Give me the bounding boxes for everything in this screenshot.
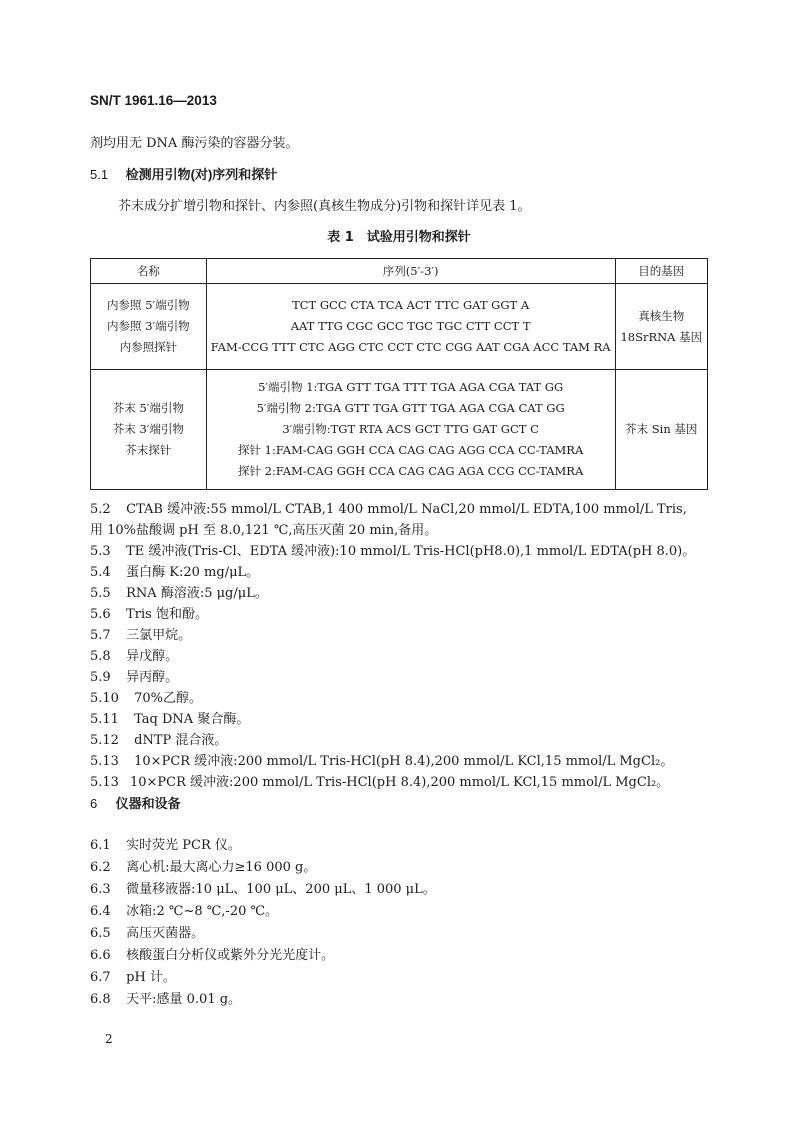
list-item [90,729,227,748]
primer-name: 芥末 3′端引物 [112,422,184,436]
list-item [90,708,249,727]
sequence: AAT TTG CGC GCC TGC TGC CTT CCT T [290,319,531,333]
primer-name: 内参照探针 [119,340,178,354]
item-number: 5.13 [90,754,119,769]
item-number: 6.3 [90,882,111,897]
primer-name: 芥末 5′端引物 [112,401,184,415]
list-item [90,666,178,685]
item-text: 70%乙醇。 [134,691,203,706]
sequence: 5′端引物 2:TGA GTT TGA GTT TGA AGA CGA CAT GG [256,401,565,415]
sequence: TCT GCC CTA TCA ACT TTC GAT GGT A [292,298,530,312]
target-gene: 芥末 Sin 基因 [625,422,698,436]
item-text: 核酸蛋白分析仪或紫外分光光度计。 [126,948,335,963]
list-item [90,687,202,706]
item-text: CTAB 缓冲液:55 mmol/L CTAB,1 400 mmol/L NaCl,20 mmol/L EDTA,100 mmol/L Tris, [126,502,687,517]
item-number: 6.2 [90,860,111,875]
section-title: 检测用引物(对)序列和探针 [125,167,278,182]
list-item [90,750,673,769]
sequence: FAM-CCG TTT CTC AGG CTC CCT CTC CGG AAT CGA ACC TAM RA [210,340,611,354]
section-number: 6 [90,796,98,811]
sequence: 探针 1:FAM-CAG GGH CCA CAG CAG AGG CCA CC-TAMRA [237,443,584,457]
item-text: 异戊醇。 [126,649,179,664]
item-text: 用 10%盐酸调 pH 至 8.0,121 ℃,高压灭菌 20 min,备用。 [90,523,438,538]
item-number: 5.10 [90,691,119,706]
item-text: 实时荧光 PCR 仪。 [126,838,241,853]
item-text: 10×PCR 缓冲液:200 mmol/L Tris-HCl(pH 8.4),200 mmol/L KCl,15 mmol/L MgCl₂。 [134,754,674,769]
list-item [90,922,204,941]
item-text: pH 计。 [126,970,176,985]
row-names [91,284,207,370]
list-item [90,966,176,985]
list-item-continuation [90,519,437,538]
item-number: 5.9 [90,670,111,685]
row-names [91,370,207,490]
row-target-gene [615,284,707,370]
item-number: 5.11 [90,712,119,727]
sequence: 探针 2:FAM-CAG GGH CCA CAG CAG AGA CCG CC-TAMRA [237,464,584,478]
list-item [90,561,259,580]
table-header-row [91,259,708,284]
sequence: 5′端引物 1:TGA GTT TGA TTT TGA AGA CGA TAT GG [258,380,564,394]
item-number: 5.7 [90,628,111,643]
list-item [90,498,687,517]
list-item [90,944,334,963]
primer-name: 内参照 5′端引物 [107,298,190,312]
table-row [91,370,708,490]
item-number: 5.13 [90,775,119,790]
item-text: 异丙醇。 [126,670,179,685]
document-code-header: SN/T 1961.16—2013 [90,93,217,108]
item-text: 蛋白酶 K:20 mg/μL。 [126,565,260,580]
item-text: Taq DNA 聚合酶。 [134,712,250,727]
row-sequences [206,284,615,370]
item-text: 天平:感量 0.01 g。 [126,992,242,1007]
target-gene: 真核生物 [638,308,685,323]
primer-probe-table [90,258,708,490]
item-number: 5.5 [90,586,111,601]
list-item [90,834,241,853]
list-item [90,603,208,622]
item-text: 冰箱:2 ℃~8 ℃,-20 ℃。 [126,904,279,919]
list-item [90,900,278,919]
list-item [90,988,241,1007]
item-number: 5.12 [90,733,119,748]
section-6-heading [90,793,181,812]
target-gene: 18SrRNA 基因 [620,329,703,344]
section-5-1-paragraph: 芥末成分扩增引物和探针、内参照(真核生物成分)引物和探针详见表 1。 [118,199,531,214]
item-text: dNTP 混合液。 [134,733,228,748]
section-5-1-heading [90,164,277,183]
item-text: 高压灭菌器。 [126,926,205,941]
table-row [91,284,708,370]
item-number: 6.6 [90,948,111,963]
list-item [90,582,268,601]
item-number: 5.2 [90,502,111,517]
table-title: 表 1 试验用引物和探针 [327,230,471,245]
row-sequences [206,370,615,490]
list-item [90,771,669,790]
header-target-gene: 目的基因 [615,259,707,284]
primer-name: 芥末探针 [125,443,172,457]
item-number: 5.6 [90,607,111,622]
sequence: 3′端引物:TGT RTA ACS GCT TTG GAT GCT C [282,422,539,436]
list-item [90,856,316,875]
page-number: 2 [105,1032,113,1046]
item-number: 5.3 [90,544,111,559]
list-item [90,645,178,664]
item-number: 6.5 [90,926,111,941]
item-number: 5.8 [90,649,111,664]
item-text: TE 缓冲液(Tris-Cl、EDTA 缓冲液):10 mmol/L Tris-HCl(pH8.0),1 mmol/L EDTA(pH 8.0)。 [126,544,696,559]
item-text: 离心机:最大离心力≥16 000 g。 [126,860,317,875]
row-target-gene [615,370,707,490]
item-number: 6.4 [90,904,111,919]
item-number: 6.1 [90,838,111,853]
header-name: 名称 [91,259,207,284]
list-item [90,540,695,559]
section-title: 仪器和设备 [115,796,181,811]
header-sequence: 序列(5′-3′) [206,259,615,284]
item-number: 5.4 [90,565,111,580]
item-text: 微量移液器:10 μL、100 μL、200 μL、1 000 μL。 [126,882,436,897]
item-text: 三氯甲烷。 [126,628,192,643]
list-item [90,878,436,897]
item-text: RNA 酶溶液:5 μg/μL。 [126,586,268,601]
item-number: 6.7 [90,970,111,985]
section-number: 5.1 [90,167,109,182]
list-item [90,624,191,643]
item-text: 10×PCR 缓冲液:200 mmol/L Tris-HCl(pH 8.4),200 mmol/L KCl,15 mmol/L MgCl₂。 [130,775,670,790]
item-text: Tris 饱和酚。 [126,607,208,622]
primer-name: 内参照 3′端引物 [107,319,190,333]
item-number: 6.8 [90,992,111,1007]
intro-line: 剂均用无 DNA 酶污染的容器分装。 [90,136,299,151]
